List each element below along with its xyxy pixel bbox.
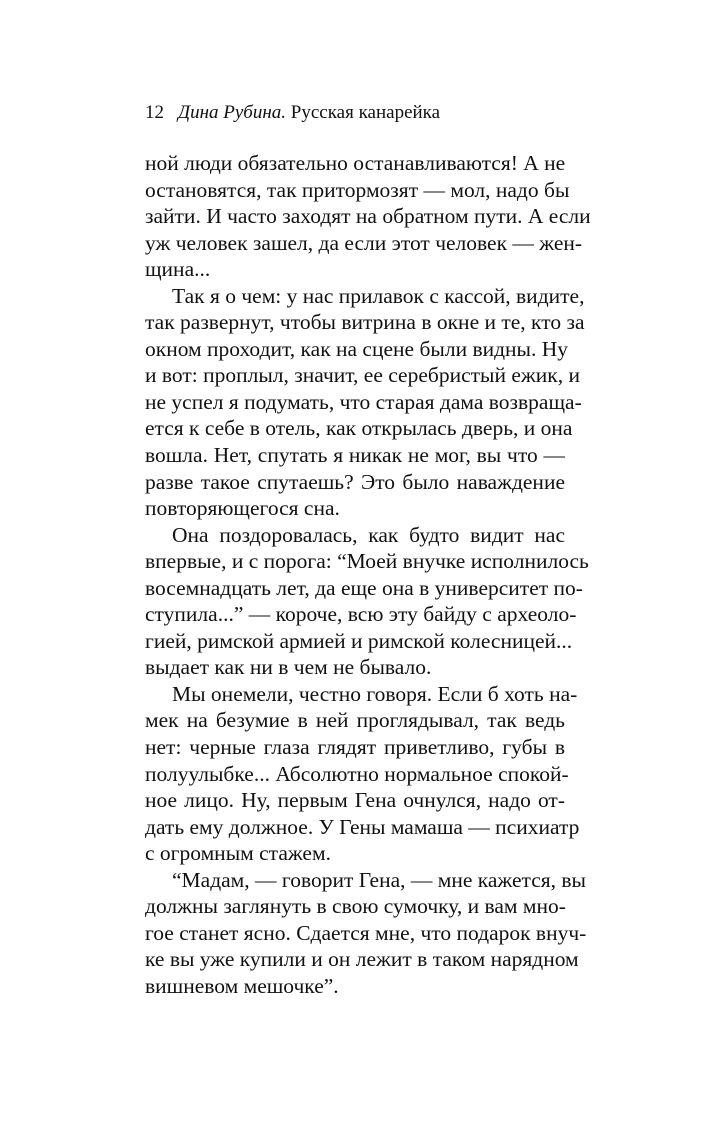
text-line: щина... — [145, 257, 211, 282]
book-title: Русская канарейка — [290, 102, 441, 123]
body-text — [145, 150, 591, 1000]
text-line: гией, римской армией и римской колесницей... — [145, 628, 573, 653]
author-name: Дина Рубина. — [178, 102, 287, 123]
text-line: ной люди обязательно останавливаются! А не — [145, 151, 566, 175]
text-line: выдает как ни в чем не бывало. — [145, 655, 432, 680]
text-line: дать ему должное. У Гены мамаша — психиатр — [145, 814, 580, 839]
text-line: “Мадам, — говорит Гена, — мне кажется, вы — [172, 867, 586, 892]
text-line: полуулыбке... Абсолютно нормальное спокой- — [145, 761, 569, 786]
text-line: ное лицо. Ну, первым Гена очнулся, надо от- — [145, 788, 565, 813]
text-line: ке вы уже купили и он лежит в таком нарядном — [145, 947, 579, 972]
text-line: ступила...” — короче, всю эту байду с археоло- — [145, 602, 577, 627]
text-line: не успел я подумать, что старая дама возвраща- — [145, 389, 582, 414]
text-line: окном проходит, как на сцене были видны. Ну — [145, 336, 569, 361]
text-line: повторяющегося сна. — [145, 496, 340, 521]
text-line: должны заглянуть в свою сумочку, и вам мно- — [145, 894, 566, 919]
text-line: гое станет ясно. Сдается мне, что подарок внуч- — [145, 920, 587, 945]
text-line: впервые, и с порога: “Моей внучке исполнилось — [145, 549, 589, 574]
text-line: мек на безумие в ней проглядывал, так ведь — [145, 708, 565, 733]
text-line: разве такое спутаешь? Это было наваждение — [145, 469, 565, 494]
text-line: так развернут, чтобы витрина в окне и те, кто за — [145, 310, 585, 335]
text-line: уж человек зашел, да если этот человек — жен- — [145, 230, 583, 255]
text-line: нет: черные глаза глядят приветливо, губы в — [145, 735, 565, 760]
text-line: остановятся, так притормозят — мол, надо бы — [145, 177, 570, 202]
running-header — [145, 100, 440, 126]
text-line: Она поздоровалась, как будто видит нас — [172, 522, 565, 547]
text-line: Так я о чем: у нас прилавок с кассой, видите, — [172, 283, 585, 308]
text-line: зайти. И часто заходят на обратном пути. А если — [145, 204, 591, 229]
text-line: и вот: проплыл, значит, ее серебристый ежик, и — [145, 363, 580, 388]
text-line: Мы онемели, честно говоря. Если б хоть на- — [172, 681, 578, 706]
text-line: вошла. Нет, спутать я никак не мог, вы что — — [145, 443, 565, 468]
text-line: ется к себе в отель, как открылась дверь, и она — [145, 416, 573, 441]
page-number: 12 — [145, 102, 164, 123]
text-line: с огромным стажем. — [145, 841, 331, 866]
text-line: восемнадцать лет, да еще она в университет по- — [145, 575, 583, 600]
text-line: вишневом мешочке”. — [145, 973, 339, 998]
